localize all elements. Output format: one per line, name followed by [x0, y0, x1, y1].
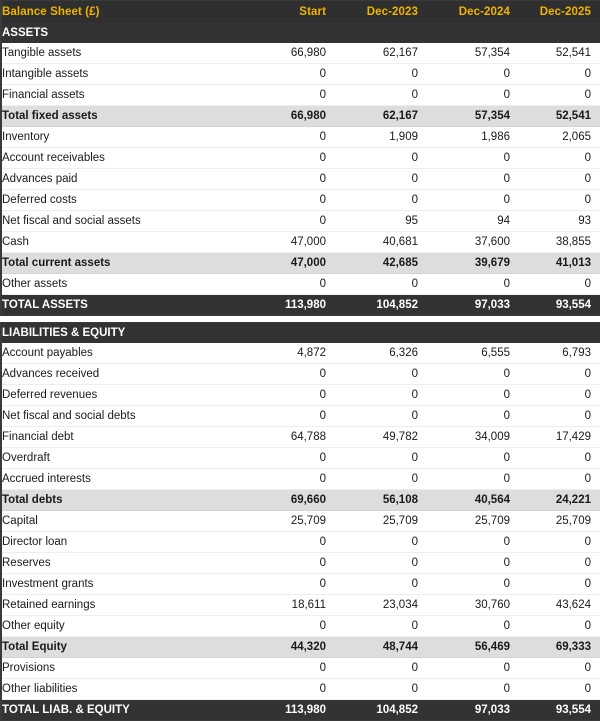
- section-header-liabilities-equity: [2, 323, 600, 343]
- row-value: 1,986: [418, 127, 510, 148]
- row-value: 38,855: [510, 232, 600, 253]
- row-value: 0: [510, 169, 600, 190]
- row-value: 93: [510, 211, 600, 232]
- row-value: 0: [418, 616, 510, 637]
- row-label: Other assets: [2, 274, 234, 295]
- row-value: 0: [234, 616, 326, 637]
- table-row: [2, 64, 600, 85]
- row-value: 0: [234, 469, 326, 490]
- row-value: 93,554: [510, 295, 600, 316]
- row-value: 25,709: [234, 511, 326, 532]
- row-value: 0: [510, 679, 600, 700]
- column-header-dec-2023: Dec-2023: [326, 1, 418, 23]
- row-value: 113,980: [234, 700, 326, 721]
- row-value: 0: [326, 532, 418, 553]
- row-value: 0: [234, 190, 326, 211]
- table-row: [2, 148, 600, 169]
- row-value: 43,624: [510, 595, 600, 616]
- table-row: [2, 343, 600, 364]
- row-value: 0: [418, 85, 510, 106]
- row-value: 0: [418, 532, 510, 553]
- column-header-start: Start: [234, 1, 326, 23]
- liabilities-equity-block: [0, 322, 600, 721]
- row-value: 104,852: [326, 295, 418, 316]
- table-row: [2, 616, 600, 637]
- table-row: [2, 406, 600, 427]
- row-value: 30,760: [418, 595, 510, 616]
- row-value: 41,013: [510, 253, 600, 274]
- assets-table: [2, 1, 600, 315]
- row-value: 39,679: [418, 253, 510, 274]
- row-value: 57,354: [418, 43, 510, 64]
- row-label: Financial assets: [2, 85, 234, 106]
- liabilities-equity-rows: [2, 343, 600, 720]
- table-row: [2, 574, 600, 595]
- table-row: [2, 637, 600, 658]
- table-row: [2, 190, 600, 211]
- table-row: [2, 511, 600, 532]
- row-value: 0: [234, 448, 326, 469]
- row-value: 62,167: [326, 106, 418, 127]
- row-value: 0: [418, 169, 510, 190]
- row-label: Reserves: [2, 553, 234, 574]
- row-value: 52,541: [510, 43, 600, 64]
- row-value: 69,660: [234, 490, 326, 511]
- row-label: Net fiscal and social debts: [2, 406, 234, 427]
- table-row: [2, 469, 600, 490]
- row-label: Total debts: [2, 490, 234, 511]
- table-row: [2, 253, 600, 274]
- liabilities-equity-table: [2, 323, 600, 720]
- row-label: Advances paid: [2, 169, 234, 190]
- row-label: Intangible assets: [2, 64, 234, 85]
- row-value: 0: [234, 406, 326, 427]
- row-value: 64,788: [234, 427, 326, 448]
- row-value: 0: [234, 148, 326, 169]
- table-header-row: [2, 1, 600, 23]
- table-row: [2, 385, 600, 406]
- row-label: Overdraft: [2, 448, 234, 469]
- row-value: 18,611: [234, 595, 326, 616]
- table-row: [2, 295, 600, 316]
- row-value: 0: [234, 385, 326, 406]
- row-value: 69,333: [510, 637, 600, 658]
- row-value: 0: [326, 469, 418, 490]
- section-title: ASSETS: [2, 23, 234, 43]
- row-value: 0: [418, 679, 510, 700]
- row-value: 48,744: [326, 637, 418, 658]
- table-row: [2, 127, 600, 148]
- row-value: 0: [326, 448, 418, 469]
- row-value: 0: [510, 364, 600, 385]
- row-value: 0: [418, 148, 510, 169]
- row-value: 0: [326, 385, 418, 406]
- row-value: 0: [234, 553, 326, 574]
- row-value: 0: [510, 532, 600, 553]
- row-value: 0: [418, 364, 510, 385]
- row-value: 17,429: [510, 427, 600, 448]
- row-label: Account payables: [2, 343, 234, 364]
- row-value: 97,033: [418, 700, 510, 721]
- row-value: 6,326: [326, 343, 418, 364]
- row-value: 23,034: [326, 595, 418, 616]
- table-row: [2, 274, 600, 295]
- row-label: Total Equity: [2, 637, 234, 658]
- row-value: 0: [234, 85, 326, 106]
- row-value: 0: [418, 574, 510, 595]
- row-label: Other liabilities: [2, 679, 234, 700]
- row-value: 0: [418, 64, 510, 85]
- row-value: 0: [510, 406, 600, 427]
- row-value: 0: [418, 553, 510, 574]
- row-value: 66,980: [234, 106, 326, 127]
- row-label: TOTAL ASSETS: [2, 295, 234, 316]
- row-value: 0: [418, 406, 510, 427]
- row-value: 0: [234, 574, 326, 595]
- row-value: 0: [326, 169, 418, 190]
- row-value: 0: [418, 190, 510, 211]
- row-value: 44,320: [234, 637, 326, 658]
- row-value: 52,541: [510, 106, 600, 127]
- table-row: [2, 106, 600, 127]
- row-value: 0: [234, 169, 326, 190]
- table-row: [2, 679, 600, 700]
- table-row: [2, 232, 600, 253]
- table-row: [2, 43, 600, 64]
- row-label: Director loan: [2, 532, 234, 553]
- row-value: 0: [326, 658, 418, 679]
- row-label: Investment grants: [2, 574, 234, 595]
- table-row: [2, 364, 600, 385]
- row-value: 0: [326, 85, 418, 106]
- row-value: 56,108: [326, 490, 418, 511]
- row-value: 62,167: [326, 43, 418, 64]
- assets-block: [0, 0, 600, 316]
- row-value: 49,782: [326, 427, 418, 448]
- row-value: 56,469: [418, 637, 510, 658]
- row-value: 0: [510, 658, 600, 679]
- table-row: [2, 700, 600, 721]
- row-value: 1,909: [326, 127, 418, 148]
- row-value: 113,980: [234, 295, 326, 316]
- row-value: 6,793: [510, 343, 600, 364]
- page-title: Balance Sheet (£): [2, 1, 234, 23]
- column-header-dec-2025: Dec-2025: [510, 1, 600, 23]
- table-row: [2, 553, 600, 574]
- row-value: 0: [234, 532, 326, 553]
- row-value: 0: [326, 553, 418, 574]
- row-label: Accrued interests: [2, 469, 234, 490]
- row-label: Capital: [2, 511, 234, 532]
- row-value: 25,709: [326, 511, 418, 532]
- row-value: 37,600: [418, 232, 510, 253]
- row-value: 25,709: [418, 511, 510, 532]
- row-value: 0: [418, 469, 510, 490]
- row-value: 0: [510, 574, 600, 595]
- row-value: 0: [510, 448, 600, 469]
- row-value: 0: [418, 274, 510, 295]
- row-value: 0: [234, 64, 326, 85]
- row-label: Deferred costs: [2, 190, 234, 211]
- row-value: 0: [234, 274, 326, 295]
- row-value: 0: [510, 385, 600, 406]
- row-value: 94: [418, 211, 510, 232]
- row-value: 0: [510, 85, 600, 106]
- row-value: 0: [326, 616, 418, 637]
- table-row: [2, 595, 600, 616]
- assets-rows: [2, 43, 600, 315]
- row-value: 0: [510, 274, 600, 295]
- section-title: LIABILITIES & EQUITY: [2, 323, 234, 343]
- row-value: 0: [326, 190, 418, 211]
- table-row: [2, 169, 600, 190]
- row-value: 6,555: [418, 343, 510, 364]
- row-value: 0: [510, 148, 600, 169]
- row-label: Total fixed assets: [2, 106, 234, 127]
- row-value: 40,564: [418, 490, 510, 511]
- row-label: Inventory: [2, 127, 234, 148]
- row-label: Tangible assets: [2, 43, 234, 64]
- row-value: 0: [234, 658, 326, 679]
- table-row: [2, 85, 600, 106]
- row-label: Deferred revenues: [2, 385, 234, 406]
- row-value: 93,554: [510, 700, 600, 721]
- row-label: Total current assets: [2, 253, 234, 274]
- row-value: 2,065: [510, 127, 600, 148]
- row-value: 0: [510, 553, 600, 574]
- row-value: 42,685: [326, 253, 418, 274]
- table-row: [2, 448, 600, 469]
- row-value: 0: [326, 679, 418, 700]
- row-value: 0: [234, 211, 326, 232]
- row-value: 0: [418, 385, 510, 406]
- row-label: Other equity: [2, 616, 234, 637]
- row-label: TOTAL LIAB. & EQUITY: [2, 700, 234, 721]
- row-value: 47,000: [234, 232, 326, 253]
- section-header-assets: [2, 23, 600, 43]
- row-value: 0: [234, 364, 326, 385]
- row-value: 0: [510, 616, 600, 637]
- row-value: 24,221: [510, 490, 600, 511]
- row-value: 0: [510, 190, 600, 211]
- row-value: 66,980: [234, 43, 326, 64]
- row-value: 47,000: [234, 253, 326, 274]
- row-value: 0: [326, 274, 418, 295]
- row-value: 0: [326, 364, 418, 385]
- row-value: 0: [326, 406, 418, 427]
- row-value: 4,872: [234, 343, 326, 364]
- row-value: 25,709: [510, 511, 600, 532]
- table-row: [2, 427, 600, 448]
- column-header-dec-2024: Dec-2024: [418, 1, 510, 23]
- row-value: 0: [326, 574, 418, 595]
- row-label: Cash: [2, 232, 234, 253]
- row-label: Provisions: [2, 658, 234, 679]
- table-row: [2, 490, 600, 511]
- row-label: Financial debt: [2, 427, 234, 448]
- row-value: 0: [326, 64, 418, 85]
- row-label: Retained earnings: [2, 595, 234, 616]
- row-label: Account receivables: [2, 148, 234, 169]
- row-value: 0: [234, 127, 326, 148]
- row-value: 104,852: [326, 700, 418, 721]
- row-value: 0: [326, 148, 418, 169]
- row-value: 0: [418, 448, 510, 469]
- table-row: [2, 658, 600, 679]
- table-row: [2, 211, 600, 232]
- row-value: 95: [326, 211, 418, 232]
- row-label: Net fiscal and social assets: [2, 211, 234, 232]
- row-value: 0: [234, 679, 326, 700]
- row-value: 0: [510, 469, 600, 490]
- row-value: 40,681: [326, 232, 418, 253]
- row-label: Advances received: [2, 364, 234, 385]
- row-value: 57,354: [418, 106, 510, 127]
- row-value: 97,033: [418, 295, 510, 316]
- table-row: [2, 532, 600, 553]
- row-value: 0: [418, 658, 510, 679]
- row-value: 34,009: [418, 427, 510, 448]
- row-value: 0: [510, 64, 600, 85]
